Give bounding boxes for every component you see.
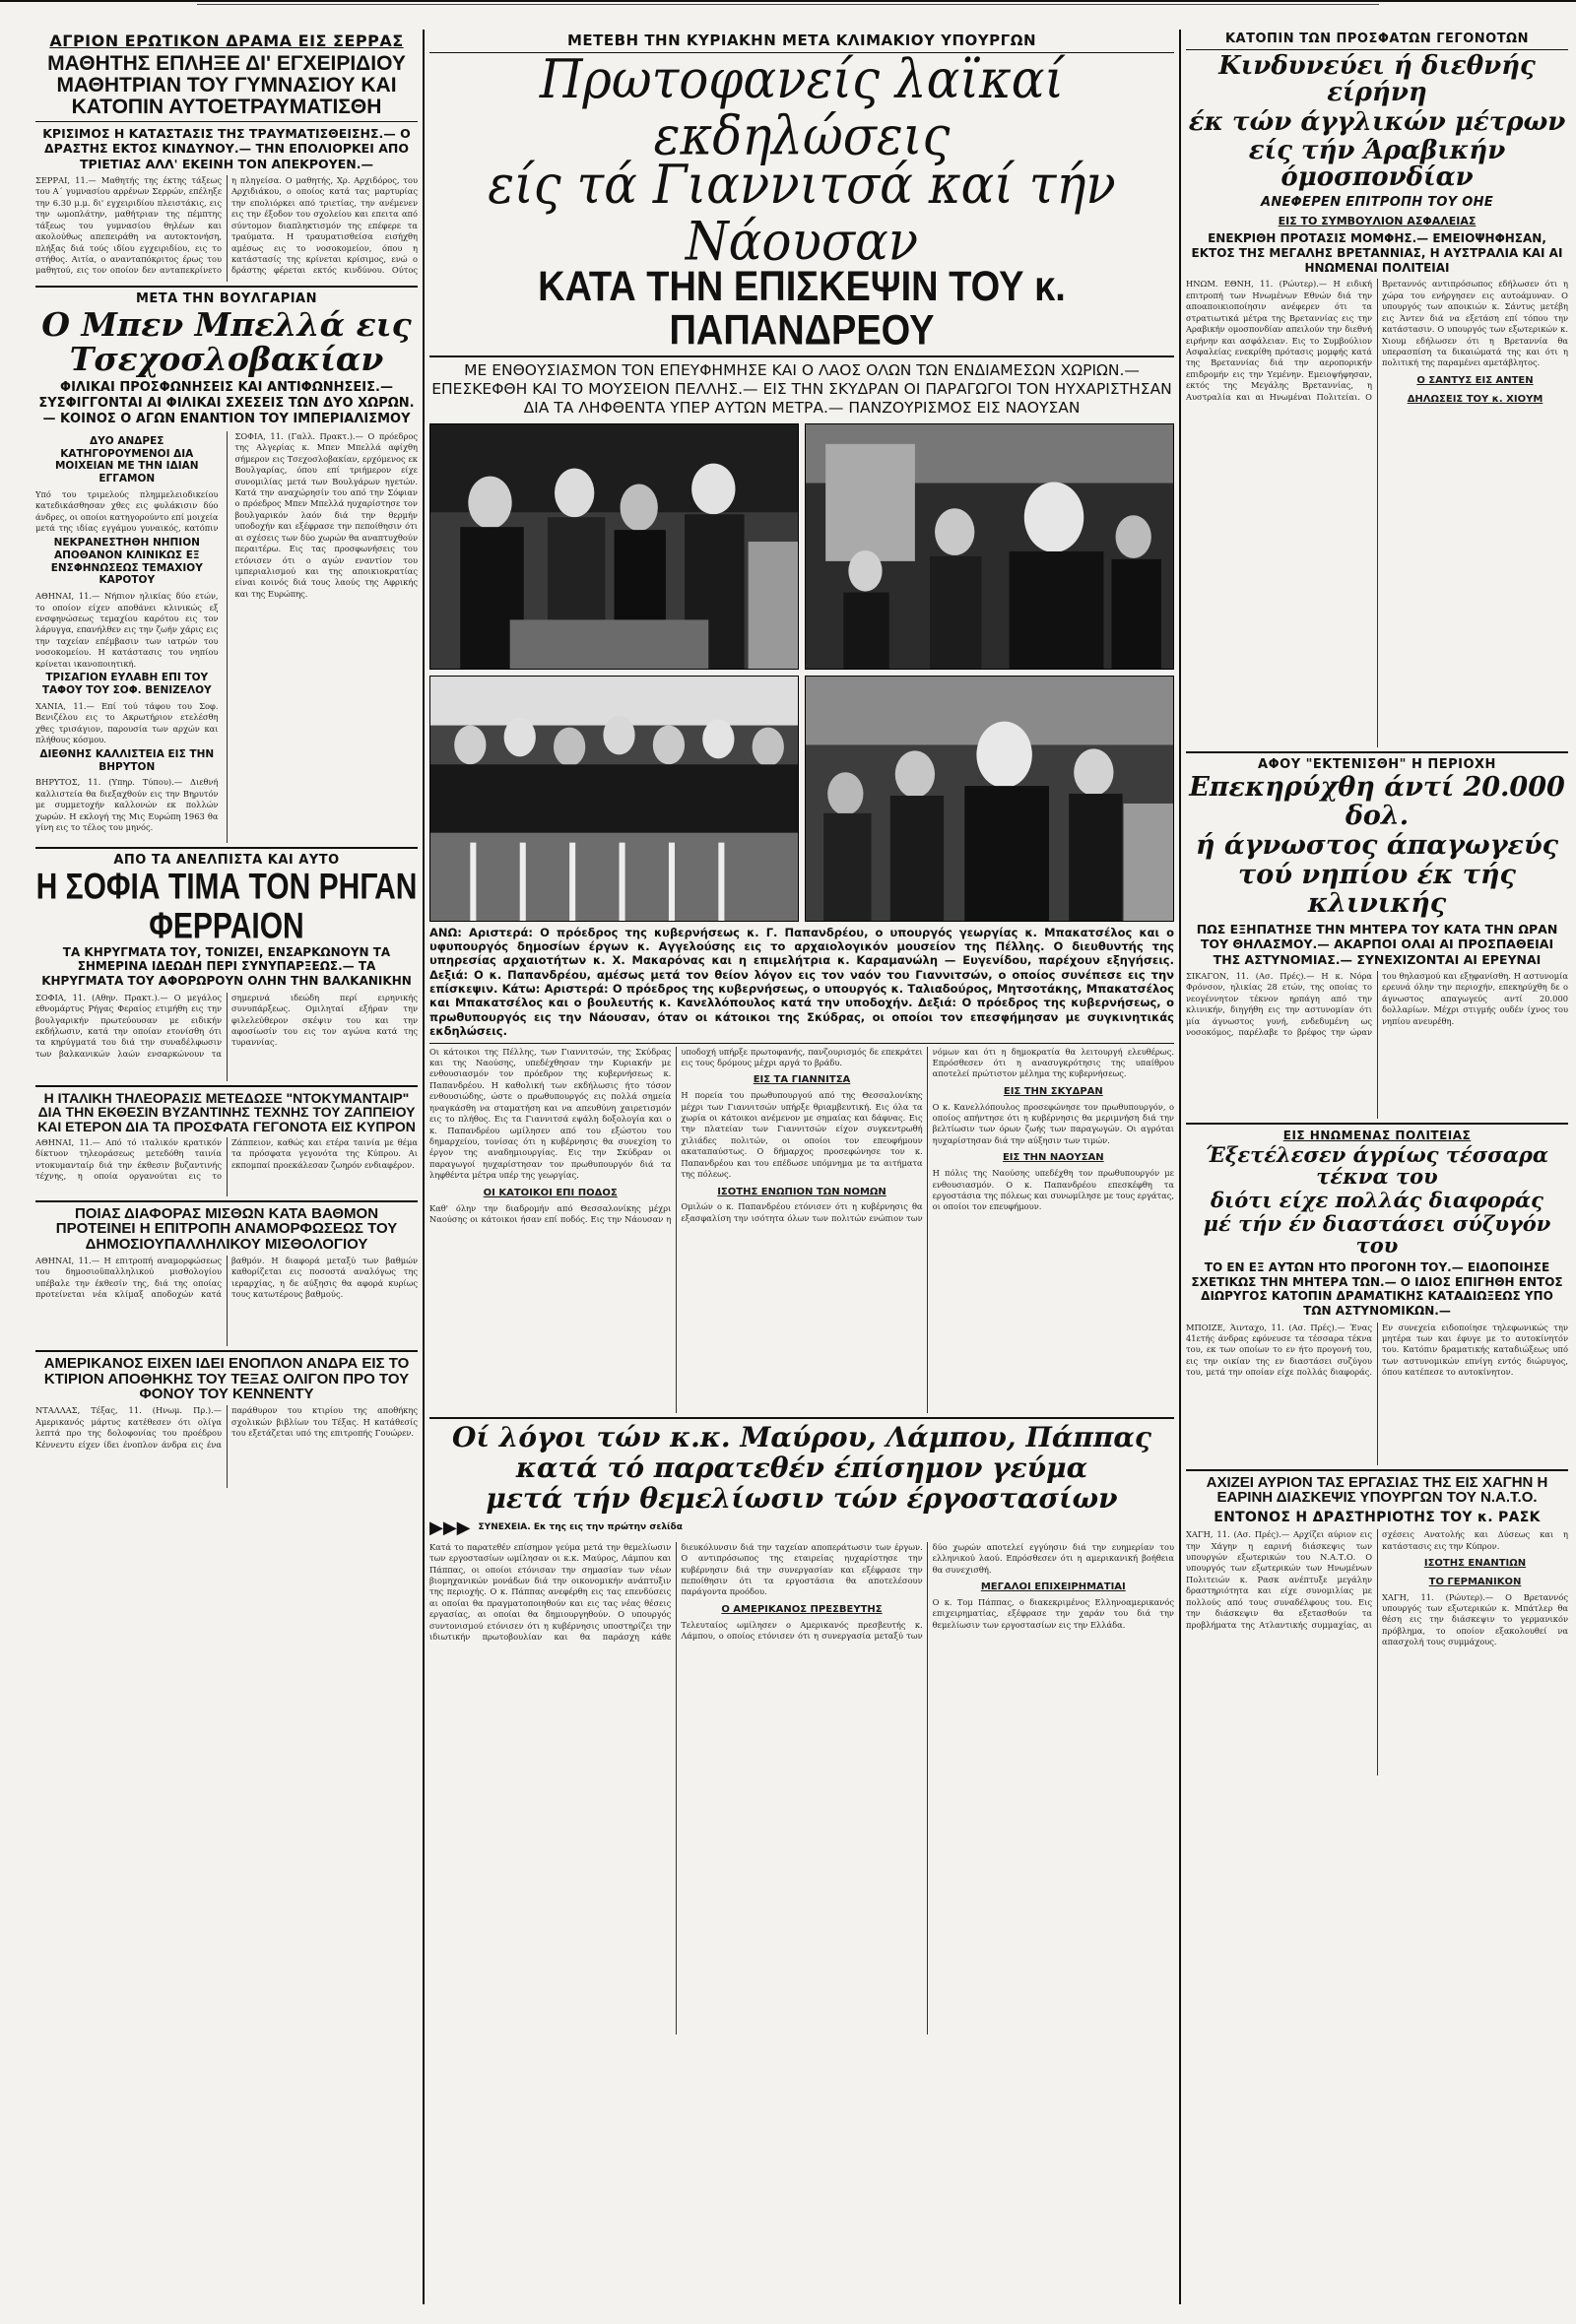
sub-article-body: ΧΑΝΙΑ, 11.— Επί τού τάφου του Σοφ. Βενιζέλου εις το Ακρωτήριον ετελέσθη χθες τρισάγιον, παρουσία των αρχών και πλήθους κόσμου. — [35, 700, 219, 744]
article-body: ΣΙΚΑΓΟΝ, 11. (Ασ. Πρές).— Η κ. Νόρα Φρόνσον, ηλικίας 28 ετών, της οποίας το νεογέννητον τέκνον ηρπάγη από την κλινικήν, διηγήθη εις την αστυνομίαν ότι μία άγνωστος γυνή, ενδεδυμένη ως νοσοκόμος, παρέλαβε το βρέφος την ώραν του θηλασμού και εξηφανίσθη. Η αστυνομία ερευνά όλην την περιοχήν, επεκηρύχθη δε ο άγνωστος απαγωγεύς αντί 20.000 δολλαρίων. Μέχρι στιγμής ουδέν ίχνος του νηπίου ανευρέθη. — [1186, 970, 1568, 1038]
article-body: ΜΠΟΙΖΕ, Άινταχο, 11. (Ασ. Πρές).— Ένας 41ετής άνδρας εφόνευσε τα τέσσαρα τέκνα του, εκ των οποίων το εν ήτο προγονή του, εις την οικίαν της εν διαστάσει συζύγου του, μετά την οποίαν είχε πολλάς διαφοράς. Εν συνεχεία ειδοποίησε τηλεφωνικώς την μητέρα των και έφυγε με το αυτοκίνητόν του. Κατόπιν δραματικής καταδιώξεως υπό των αστυνομικών επνίγη εντός διώρυγος, όπου κατέπεσε το αυτοκίνητον. — [1186, 1322, 1568, 1378]
article-headline: ΑΜΕΡΙΚΑΝΟΣ ΕΙΧΕΝ ΙΔΕΙ ΕΝΟΠΛΟΝ ΑΝΔΡΑ ΕΙΣ ΤΟ ΚΤΙΡΙΟΝ ΑΠΟΘΗΚΗΣ ΤΟΥ ΤΕΞΑΣ ΟΛΙΓΟΝ ΠΡΟ ΤΟΥ ΦΟΝΟΥ ΤΟΥ ΚΕΝΝΕΝΤΥ — [43, 1354, 410, 1403]
article-paragraph: Τελευταίος ωμίλησεν ο Αμερικανός πρεσβευτής κ. Λάμπου, ο οποίος ετόνισεν ότι η συνεργασία μεταξύ των δύο χωρών αποτελεί εγγύησιν διά την ευημερίαν του ελληνικού λαού. Επρόσθεσεν ότι η αμερικανική βοήθεια θα συνεχισθή. — [681, 1541, 1174, 1642]
lead-story-paragraph: Οι κάτοικοι της Πέλλης, των Γιαννιτσών, της Σκύδρας και της Ναούσης, υπεδέχθησαν την Κυριακήν με ενθουσιασμόν τον πρόεδρον της κυβερνήσεως κ. Παπανδρέου. Η καθολική των εκδήλωσις ήτο τόσον ενθουσιώδης, ώστε ο πρωθυπουργός εις πολλά σημεία ηναγκάσθη να σταματήση και να απευθύνη χαιρετισμόν εις το πλήθος. Εις τα Γιαννιτσά εψάλη δοξολογία και ο κ. Παπανδρέου ωμίλησεν από του εξώστου του δημαρχείου, τονίσας ότι η κυβέρνησις θα συνεχίση το έργον της αναδημιουργίας. Εις την Σκύδραν οι παραγωγοί ηυχαρίστησαν τον πρωθυπουργόν διά τα ληφθέντα μέτρα υπέρ της γεωργίας. — [429, 1046, 672, 1181]
article-headline-line3: μέ τήν έν διαστάσει σύζυγόν του — [1203, 1210, 1551, 1259]
sub-article-title: ΔΥΟ ΑΝΔΡΕΣ ΚΑΤΗΓΟΡΟΥΜΕΝΟΙ ΔΙΑ ΜΟΙΧΕΙΑΝ ΜΕ ΤΗΝ ΙΔΙΑΝ ΕΓΓΑΜΟΝ — [54, 434, 199, 485]
article-salaries — [35, 1206, 418, 1346]
lead-story-paragraph: Ο κ. Κανελλόπουλος προσεφώνησε τον πρωθυπουργόν, ο οποίος απήντησε ότι η κυβέρνησις θα μεριμνήση διά την βελτίωσιν των όρων ζωής των παραγωγών. Οι αγρόται ηυχαρίστησαν διά την αύξησιν των τιμών. — [932, 1101, 1174, 1145]
article-headline-line2: ή άγνωστος άπαγωγεύς — [1195, 830, 1559, 862]
sub-articles — [35, 431, 219, 843]
article-factories — [429, 1420, 1174, 2034]
left-column — [35, 30, 418, 2304]
divider — [35, 1350, 418, 1352]
photo-naousa — [805, 676, 1174, 922]
sub-article-title: ΔΙΕΘΝΗΣ ΚΑΛΛΙΣΤΕΙΑ ΕΙΣ ΤΗΝ ΒΗΡΥΤΟΝ — [39, 747, 215, 773]
article-kicker: ΑΓΡΙΟΝ ΕΡΩΤΙΚΟΝ ΔΡΑΜΑ ΕΙΣ ΣΕΡΡΑΣ — [49, 32, 404, 50]
article-ben-bella — [35, 291, 418, 843]
article-deck: ΤΟ ΕΝ ΕΞ ΑΥΤΩΝ ΗΤΟ ΠΡΟΓΟΝΗ ΤΟΥ.— ΕΙΔΟΠΟΙΗΣΕ ΣΧΕΤΙΚΩΣ ΤΗΝ ΜΗΤΕΡΑ ΤΩΝ.— Ο ΙΔΙΟΣ ΕΠΙΓΗΘΗ ΕΝΤΟΣ ΔΙΩΡΥΓΟΣ ΚΑΤΟΠΙΝ ΔΡΑΜΑΤΙΚΗΣ ΚΑΤΑΔΙΩΞΕΩΣ ΥΠΟ ΤΩΝ ΑΣΤΥΝΟΜΙΚΩΝ.— — [1191, 1260, 1563, 1318]
lead-story-paragraph: Ομιλών ο κ. Παπανδρέου ετόνισεν ότι η κυβέρνησις θα εξασφαλίση την ισότητα όλων των πολιτών ενώπιον των νόμων και ότι η δημοκρατία θα λειτουργή ελευθέρως. Επρόσθεσεν ότι η ανασυγκρότησις της υπαίθρου αποτελεί πρώτιστον μέλημα της κυβερνήσεως. — [681, 1046, 1174, 1223]
article-headline-line1: Έξετέλεσεν άγρίως τέσσαρα τέκνα του — [1206, 1141, 1548, 1189]
article-headline: Ο Μπεν Μπελλά εις Τσεχοσλοβακίαν — [41, 304, 412, 378]
lead-story-paragraph: Καθ' όλην την διαδρομήν από Θεσσαλονίκης μέχρι Ναούσης οι κάτοικοι ήσαν επί ποδός. Εις την Νάουσαν η υποδοχή υπήρξε πρωτοφανής, πανζουρισμός δε επεκράτει εις τους δρόμους μέχρι αργά το βράδυ. — [429, 1046, 923, 1224]
article-paragraph: ΧΑΓΗ, 11. (Ασ. Πρές).— Αρχίζει αύριον εις την Χάγην η εαρινή διάσκεψις των υπουργών εξωτερικών του Ν.Α.Τ.Ο. Ο υπουργός των εξωτερικών των Ηνωμένων Πολιτειών κ. Ρασκ ανέπτυξε μεγάλην δραστηριότητα και είχε συνομιλίας με πολλούς από τους συναδέλφους του. Εις την διάσκεψιν θα εξετασθούν τα προβλήματα της Ατλαντικής συμμαχίας, αι σχέσεις Ανατολής και Δύσεως και η κατάστασις εις την Κύπρον. — [1186, 1529, 1568, 1630]
divider — [1186, 1123, 1568, 1125]
lead-headline-line2: είς τά Γιαννιτσά καί τήν Νάουσαν — [488, 154, 1116, 272]
article-arab-federation — [1186, 32, 1568, 747]
article-body: ΣΟΦΙΑ, 11. (Αθην. Πρακτ.).— Ο μεγάλος εθνομάρτυς Ρήγας Φεραίος ετιμήθη εις την βουλγαρικήν πρωτεύουσαν με ειδικήν εκδήλωσιν, κατά την οποίαν ετονίσθη ότι τα κηρύγματά του διά την συναδέλφωσιν των βαλκανικών λαών ενσαρκώνουν τα σημερινά ιδεώδη περί ειρηνικής συνυπάρξεως. Ομιληταί εξήραν την φιλελεύθερον σκέψιν του και την αφοσίωσίν του εις τον αγώνα κατά της τυραννίας. — [35, 992, 418, 1059]
article-paragraph: ΗΝΩΜ. ΕΘΝΗ, 11. (Ρώυτερ).— Η ειδική επιτροπή των Ηνωμένων Εθνών διά την αποαποικιοποίησιν ανέφερεν ότι τα στρατιωτικά μέτρα της Βρεταννίας εις την Αραβικήν ομοσπονδίαν απειλούν την διεθνή ειρήνην και ασφάλειαν. Εις το Συμβούλιον Ασφαλείας ενεκρίθη πρότασις μομφής κατά της Βρεταννίας διά την αεροπορικήν επιδρομήν εις την Υεμένην. Εμειοψήφησαν, εκτός της Μεγάλης Βρεταννίας, η Αυστραλία και αι Ηνωμέναι Πολιτείαι. Ο Βρεταννός αντιπρόσωπος εδήλωσεν ότι η χώρα του ενήργησεν εις αυτοάμυναν. Ο υπουργός των αποικιών κ. Σάντυς μετέβη εις Άντεν διά να εξετάση επί τόπου την κατάστασιν. Ο υπουργός των εξωτερικών κ. Χιουμ εδήλωσεν ότι η Βρεταννία θα υπερασπίση τα δικαιώματά της και ότι η πολιτική της παραμένει αμετάβλητος. — [1186, 279, 1568, 402]
article-headline-line3: μετά τήν θεμελίωσιν τών έργοστασίων — [486, 1482, 1118, 1516]
article-deck2: ΕΝΕΚΡΙΘΗ ΠΡΟΤΑΣΙΣ ΜΟΜΦΗΣ.— ΕΜΕΙΟΨΗΦΗΣΑΝ, ΕΚΤΟΣ ΤΗΣ ΜΕΓΑΛΗΣ ΒΡΕΤΑΝΝΙΑΣ, Η ΑΥΣΤΡΑΛΙΑ ΚΑΙ ΑΙ ΗΝΩΜΕΝΑΙ ΠΟΛΙΤΕΙΑΙ — [1191, 231, 1563, 275]
sub-article-body: ΒΗΡΥΤΟΣ, 11. (Υπηρ. Τύπου).— Διεθνή καλλιστεία θα διεξαχθούν εις την Βηρυτόν με συμμετοχήν καλλονών εκ πολλών χωρών. Η εκλογή της Μις Ευρώπη 1963 θα γίνη εις το τέλος του μηνός. — [35, 777, 219, 833]
divider — [1186, 1469, 1568, 1471]
photo-naousa-image — [806, 677, 1173, 921]
lead-story-body — [429, 1047, 1174, 1413]
article-subhead: ΙΣΟΤΗΣ ΕΝΑΝΤΙΩΝ — [1423, 1557, 1527, 1569]
column-rule-left — [423, 30, 425, 2304]
article-body: ΑΘΗΝΑΙ, 11.— Από τό ιταλικόν κρατικόν δίκτυον τηλεοράσεως μετεδόθη ταινία ντοκυμανταίρ διά την έκθεσιν βυζαντινής τέχνης, η οποία οργανούται εις το Ζάππειον, καθώς και ετέρα ταινία με θέμα τα πρόσφατα γεγονότα της Κύπρου. Αι εκπομπαί προεκάλεσαν ζωηρόν ενδιαφέρον. — [35, 1136, 418, 1181]
photo-reception — [429, 676, 799, 922]
article-kicker: ΜΕΤΑ ΤΗΝ ΒΟΥΛΓΑΡΙΑΝ — [135, 290, 317, 306]
sub-article-body: ΑΘΗΝΑΙ, 11.— Νήπιον ηλικίας δύο ετών, το οποίον είχεν αποθάνει κλινικώς εξ ενσφηνώσεως τεμαχίου καρότου εις τον λάρυγγα, επανήλθεν εις την ζωήν χάρις εις την ταχείαν επέμβασιν των ιατρών του νοσοκομείου. Η κατάστασις του νηπίου κρίνεται ικανοποιητική. — [35, 591, 219, 669]
article-nato — [1186, 1475, 1568, 1776]
lead-headline-line1: Πρωτοφανείς λαϊκαί εκδηλώσεις — [539, 48, 1065, 166]
lead-story-subhead: ΟΙ ΚΑΤΟΙΚΟΙ ΕΠΙ ΠΟΔΟΣ — [483, 1187, 618, 1198]
article-paragraph: Ο κ. Τομ Πάππας, ο διακεκριμένος Ελληνοαμερικανός επιχειρηματίας, εξέφρασε την χαράν του διά την θεμελίωσιν των εργοστασίων εις την Ελλάδα. — [932, 1596, 1174, 1630]
continuation-arrows: ▶▶▶ — [429, 1517, 471, 1538]
photo-caption: ΑΝΩ: Αριστερά: Ο πρόεδρος της κυβερνήσεως κ. Γ. Παπανδρέου, ο υπουργός γεωργίας κ. Μπακατσέλος και ο υφυπουργός δημοσίων έργων κ. Αγγελούσης εις το αρχαιολογικόν μουσείον της Πέλλης. Ο διευθυντής της υπηρεσίας αρχαιοτήτων κ. Χ. Μακαρόνας και η επιμελήτρια κ. Καραμανώλη — Ευγενίδου, παρέχουν εξηγήσεις. Δεξιά: Ο κ. Παπανδρέου, αμέσως μετά τον θείον λόγον εις τον ναόν του Γιαννιτσών, ο οποίος συνέπεσε εις την επίσκεψιν. Κάτω: Αριστερά: Ο πρόεδρος της κυβερνήσεως, ο υπουργός κ. Ταλιαδούρος, Μητσοτάκης, Μπακατσέλος και Μπακατσέλος και ο βουλευτής κ. Κανελλόπουλος κατά την υποδοχήν. Δεξιά: Ο πρόεδρος της κυβερνήσεως, ο πρωθυπουργός εις την Νάουσαν, όταν οι κάτοικοι της Σκύδρας, οι οποίοι τον επεσφήμησαν με συγκινητικάς εκδηλώσεις. — [429, 925, 1174, 1039]
continuation-line — [429, 1517, 1174, 1538]
article-body — [1186, 279, 1568, 747]
right-column — [1186, 30, 1568, 2304]
article-murder — [1186, 1129, 1568, 1465]
article-subhead: ΔΗΛΩΣΕΙΣ ΤΟΥ κ. ΧΙΟΥΜ — [1407, 393, 1543, 405]
article-deck: ΦΙΛΙΚΑΙ ΠΡΟΣΦΩΝΗΣΕΙΣ ΚΑΙ ΑΝΤΙΦΩΝΗΣΕΙΣ.— ΣΥΣΦΙΓΓΟΝΤΑΙ ΑΙ ΦΙΛΙΚΑΙ ΣΧΕΣΕΙΣ ΤΩΝ ΔΥΟ ΧΩΡΩΝ.— ΚΟΙΝΟΣ Ο ΑΓΩΝ ΕΝΑΝΤΙΟΝ ΤΟΥ ΙΜΠΕΡΙΑΛΙΣΜΟΥ — [38, 380, 415, 426]
article-subhead: ΤΟ ΓΕΡΜΑΝΙΚΟΝ — [1428, 1576, 1522, 1587]
article-headline-line2: έκ τών άγγλικών μέτρων — [1188, 106, 1566, 137]
article-headline: Η ΣΟΦΙΑ ΤΙΜΑ ΤΟΝ ΡΗΓΑΝ ΦΕΡΡΑΙΟΝ — [35, 866, 418, 946]
article-kicker: ΑΦΟΥ "ΕΚΤΕΝΙΣΘΗ" Η ΠΕΡΙΟΧΗ — [1258, 757, 1496, 773]
article-headline-line2: κατά τό παρατεθέν έπίσημον γεύμα — [515, 1451, 1088, 1484]
photo-church-image — [806, 424, 1173, 669]
article-deck: ΠΩΣ ΕΞΗΠΑΤΗΣΕ ΤΗΝ ΜΗΤΕΡΑ ΤΟΥ ΚΑΤΑ ΤΗΝ ΩΡΑΝ ΤΟΥ ΘΗΛΑΣΜΟΥ.— ΑΚΑΡΠΟΙ ΟΛΑΙ ΑΙ ΠΡΟΣΠΑΘΕΙΑΙ ΤΗΣ ΑΣΤΥΝΟΜΙΑΣ.— ΣΥΝΕΧΙΖΟΝΤΑΙ ΑΙ ΕΡΕΥΝΑΙ — [1196, 922, 1558, 967]
photo-church — [805, 423, 1174, 670]
article-kicker: ΕΙΣ ΗΝΩΜΕΝΑΣ ΠΟΛΙΤΕΙΑΣ — [1282, 1128, 1472, 1142]
article-serres — [35, 32, 418, 282]
continuation-note: ΣΥΝΕΧΕΙΑ. Εκ της εις την πρώτην σελίδα — [478, 1522, 683, 1533]
article-body — [1186, 1529, 1568, 1775]
divider — [35, 286, 418, 288]
article-paragraph: ΧΑΓΗ, 11. (Ρώυτερ).— Ο Βρεταννός υπουργός των εξωτερικών κ. Μπάτλερ θα θέση εις την διάσκεψιν το γερμανικόν πρόβλημα, το οποίον εξακολουθεί να απασχολή τους συμμάχους. — [1382, 1591, 1568, 1647]
article-kicker: ΑΠΟ ΤΑ ΑΝΕΛΠΙΣΤΑ ΚΑΙ ΑΥΤΟ — [113, 852, 340, 868]
divider — [35, 847, 418, 849]
article-deck: ΕΝΤΟΝΟΣ Η ΔΡΑΣΤΗΡΙΟΤΗΣ ΤΟΥ κ. ΡΑΣΚ — [1214, 1510, 1541, 1526]
lead-kicker: ΜΕΤΕΒΗ ΤΗΝ ΚΥΡΙΑΚΗΝ ΜΕΤΑ ΚΛΙΜΑΚΙΟΥ ΥΠΟΥΡΓΩΝ — [566, 32, 1037, 49]
article-deck: ΚΡΙΣΙΜΟΣ Η ΚΑΤΑΣΤΑΣΙΣ ΤΗΣ ΤΡΑΥΜΑΤΙΣΘΕΙΣΗΣ.— Ο ΔΡΑΣΤΗΣ ΕΚΤΟΣ ΚΙΝΔΥΝΟΥ.— ΤΗΝ ΕΠΟΛΙΟΡΚΕΙ ΑΠΟ ΤΡΙΕΤΙΑΣ ΑΛΛ' ΕΚΕΙΝΗ ΤΟΝ ΑΠΕΚΡΟΥΕΝ.— — [42, 126, 411, 171]
article-headline-line1: Επεκηρύχθη άντί 20.000 δολ. — [1189, 772, 1565, 831]
photo-reception-image — [430, 677, 798, 921]
article-headline-line3: τού νηπίου έκ τής κλινικής — [1238, 860, 1516, 919]
article-body — [429, 1542, 1174, 2034]
article-subhead: ΜΕΓΑΛΟΙ ΕΠΙΧΕΙΡΗΜΑΤΙΑΙ — [980, 1581, 1126, 1592]
sub-article-title: ΝΕΚΡΑΝΕΣΤΗΘΗ ΝΗΠΙΟΝ ΑΠΟΘΑΝΟΝ ΚΛΙΝΙΚΩΣ ΕΞ ΕΝΣΦΗΝΩΣΕΩΣ ΤΕΜΑΧΙΟΥ ΚΑΡΟΤΟΥ — [50, 536, 203, 587]
article-body: ΑΘΗΝΑΙ, 11.— Η επιτροπή αναμορφώσεως του δημοσιοϋπαλληλικού μισθολογίου υπέβαλε την έκθεσίν της, διά της οποίας προτείνεται νέα κλίμαξ αποδοχών κατά βαθμόν. Η διαφορά μεταξύ των βαθμών καθορίζεται εις ποσοστά αναλόγως της ιεραρχίας, η δε αύξησις θα αφορά κυρίως τους κατωτέρους βαθμούς. — [35, 1255, 418, 1300]
article-section: ΕΙΣ ΤΟ ΣΥΜΒΟΥΛΙΟΝ ΑΣΦΑΛΕΙΑΣ — [1278, 215, 1477, 228]
article-rigas — [35, 853, 418, 1081]
article-deck: ΑΝΕΦΕΡΕΝ ΕΠΙΤΡΟΠΗ ΤΟΥ ΟΗΕ — [1260, 195, 1494, 211]
article-kicker: ΚΑΤΟΠΙΝ ΤΩΝ ΠΡΟΣΦΑΤΩΝ ΓΕΓΟΝΟΤΩΝ — [1224, 32, 1529, 46]
article-headline: ΠΟΙΑΣ ΔΙΑΦΟΡΑΣ ΜΙΣΘΩΝ ΚΑΤΑ ΒΑΘΜΟΝ ΠΡΟΤΕΙΝΕΙ Η ΕΠΙΤΡΟΠΗ ΑΝΑΜΟΡΦΩΣΕΩΣ ΤΟΥ ΔΗΜΟΣΙΟΥΠΑΛΛΗΛΙΚΟΥ ΜΙΣΘΟΛΟΓΙΟΥ — [55, 1204, 398, 1254]
article-paragraph: Κατά το παρατεθέν επίσημον γεύμα μετά την θεμελίωσιν των εργοστασίων ωμίλησαν οι κ.κ. Μαύρος, Λάμπου και Πάππας, οι οποίοι ετόνισαν την σημασίαν των νέων βιομηχανικών μονάδων διά την οικονομικήν ανάπτυξιν της περιοχής. Ο κ. Πάππας ανεφέρθη εις τας επενδύσεις αι οποίαι θα πραγματοποιηθούν και εις τας νέας θέσεις εργασίας, αι οποίαι θα δημιουργηθούν. Ο υπουργός συντονισμού ετόνισεν ότι η κυβέρνησις υποστηρίζει την ιδιωτικήν πρωτοβουλίαν και θα παράσχη κάθε διευκόλυνσιν διά την ταχείαν αποπεράτωσιν των έργων. Ο αντιπρόσωπος της εταιρείας ηυχαρίστησε την κυβέρνησιν διά την συνεργασίαν και εξέφρασε την πεποίθησιν ότι τα εργοστάσια θα αποτελέσουν παράγοντα προόδου. — [429, 1541, 923, 1643]
column-rule-right — [1179, 30, 1181, 2304]
article-headline-line3: είς τήν Άραβικήν όμοσπονδίαν — [1248, 135, 1506, 193]
lead-story-subhead: ΕΙΣ ΤΑ ΓΙΑΝΝΙΤΣΑ — [753, 1074, 851, 1086]
article-headline: ΑΧΙΖΕΙ ΑΥΡΙΟΝ ΤΑΣ ΕΡΓΑΣΙΑΣ ΤΗΣ ΕΙΣ ΧΑΓΗΝ Η ΕΑΡΙΝΗ ΔΙΑΣΚΕΨΙΣ ΥΠΟΥΡΓΩΝ ΤΟΥ Ν.Α.Τ.Ο. — [1206, 1473, 1548, 1507]
article-body: ΝΤΑΛΛΑΣ, Τέξας, 11. (Ηνωμ. Πρ.).— Αμερικανός μάρτυς κατέθεσεν ότι ολίγα λεπτά προ της δολοφονίας του προέδρου Κέννεντυ είχεν ίδει ένοπλον άνδρα εις ένα παράθυρον του κτιρίου της αποθήκης σχολικών βιβλίων του Τέξας. Η κατάθεσίς του εξετάζεται υπό της επιτροπής Γουώρεν. — [35, 1405, 418, 1450]
divider — [35, 1085, 418, 1087]
article-headline-line2: διότι είχε πολλάς διαφοράς — [1211, 1187, 1543, 1212]
photo-grid — [429, 423, 1174, 922]
photo-museum-image — [430, 424, 798, 669]
middle-column — [429, 30, 1174, 2304]
article-subhead: Ο ΣΑΝΤΥΣ ΕΙΣ ΑΝΤΕΝ — [1416, 374, 1534, 386]
lead-story-paragraph: Η πόλις της Ναούσης υπεδέχθη τον πρωθυπουργόν με ενθουσιασμόν. Ο κ. Παπανδρέου επεσκέφθη τα εργοστάσια της πόλεως και συνωμίλησε με τους εργάτας, οι οποίοι τον επευφήμουν. — [932, 1168, 1174, 1212]
article-headline-line1: Οί λόγοι τών κ.κ. Μαύρου, Λάμπου, Πάππας — [452, 1420, 1151, 1453]
lead-story-subhead: ΙΣΟΤΗΣ ΕΝΩΠΙΟΝ ΤΩΝ ΝΟΜΩΝ — [717, 1186, 886, 1197]
divider — [429, 1043, 1174, 1044]
sub-article-body: Υπό του τριμελούς πλημμελειοδικείου κατεδικάσθησαν χθες εις φυλάκισιν δύο άνδρες, οι οποίοι κατηγορούντο επί μοιχεία μετά της ιδίας εγγάμου γυναικός, κατόπιν — [35, 488, 219, 533]
divider — [429, 355, 1174, 357]
divider — [1186, 49, 1568, 50]
divider — [429, 1417, 1174, 1419]
article-italian-tv — [35, 1091, 418, 1196]
article-subhead: Ο ΑΜΕΡΙΚΑΝΟΣ ΠΡΕΣΒΕΥΤΗΣ — [721, 1603, 883, 1615]
article-body: ΣΟΦΙΑ, 11. (Γαλλ. Πρακτ.).— Ο πρόεδρος της Αλγερίας κ. Μπεν Μπελλά αφίχθη σήμερον εις Τσεχοσλοβακίαν, ερχόμενος εκ Βουλγαρίας, όπου επί τριήμερον είχε συνομιλίας μετά των Βουλγάρων ηγετών. Κατά την αναχώρησίν του από την Σόφιαν ο πρόεδρος Μπεν Μπελλά ηυχαρίστησε τον βουλγαρικόν λαόν διά την θερμήν υποδοχήν και εξέφρασε την πεποίθησιν ότι αι σχέσεις των δύο χωρών θα αναπτυχθούν περαιτέρω. Εις τας προσφωνήσεις του ετόνισεν ότι ο αγών εναντίον του ιμπεριαλισμού και της αποικιοκρατίας είναι κοινός διά τους λαούς της Αφρικής και της Ευρώπης. — [234, 430, 418, 599]
article-columns — [35, 431, 418, 843]
article-kidnapper — [1186, 757, 1568, 1118]
article-body: ΣΕΡΡΑΙ, 11.— Μαθητής της έκτης τάξεως του Α΄ γυμνασίου αρρένων Σερρών, επέληξε την 6.30 μ.μ. δι' εγχειριδίου πλειστάκις, εις την ωμοπλάτην, μαθήτριαν της πέμπτης τάξεως του γυμνασίου θηλέων και ακολούθως απεπειράθη να αυτοκτονήση, πλήξας διά τούς ιδίου εγχειριδίου, εις το στήθος. Αιτία, ο ανανταπόκριτος έρως του μαθητού, εις τον οποίον δεν ανταπεκρίνετο η πληγείσα. Ο μαθητής, Χρ. Αρχιδόρος, του Αρχιδιάκου, ο οποίος κατά τας μαρτυρίας την επολιόρκει από τριετίας, την ανέμενεν εις την έξοδον του σχολείου και επειτα από σύντομον διαπληκτισμόν της επέφερε τα τραύματα. Η τραυματισθείσα εισήχθη αμέσως εις το νοσοκομείον, όπου η κατάστασίς της κρίνεται κρίσιμος, ενώ ο δράστης φέρεται εκτός κινδύνου. Ούτος — [35, 174, 418, 276]
top-edge-rule — [0, 0, 1576, 10]
article-headline-line1: Κινδυνεύει ή διεθνής είρήνη — [1218, 51, 1536, 108]
lead-deck: ΜΕ ΕΝΘΟΥΣΙΑΣΜΟΝ ΤΟΝ ΕΠΕΥΦΗΜΗΣΕ ΚΑΙ Ο ΛΑΟΣ ΟΛΩΝ ΤΩΝ ΕΝΔΙΑΜΕΣΩΝ ΧΩΡΙΩΝ.— ΕΠΕΣΚΕΦΘΗ ΚΑΙ ΤΟ ΜΟΥΣΕΙΟΝ ΠΕΛΛΗΣ.— ΕΙΣ ΤΗΝ ΣΚΥΔΡΑΝ ΟΙ ΠΑΡΑΓΩΓΟΙ ΤΟΝ ΗΥΧΑΡΙΣΤΗΣΑΝ ΔΙΑ ΤΑ ΛΗΦΘΕΝΤΑ ΥΠΕΡ ΑΥΤΩΝ ΜΕΤΡΑ.— ΠΑΝΖΟΥΡΙΣΜΟΣ ΕΙΣ ΝΑΟΥΣΑΝ — [431, 360, 1172, 417]
article-kennedy — [35, 1356, 418, 1488]
divider — [35, 1200, 418, 1202]
divider — [1186, 751, 1568, 753]
article-deck: ΤΑ ΚΗΡΥΓΜΑΤΑ ΤΟΥ, ΤΟΝΙΖΕΙ, ΕΝΣΑΡΚΩΝΟΥΝ ΤΑ ΣΗΜΕΡΙΝΑ ΙΔΕΩΔΗ ΠΕΡΙ ΣΥΝΥΠΑΡΞΕΩΣ.— ΤΑ ΚΗΡΥΓΜΑΤΑ ΤΟΥ ΑΦΟΡΩΡΟΥΝ ΟΛΗΝ ΤΗΝ ΒΑΛΚΑΝΙΚΗΝ — [41, 944, 412, 988]
photo-museum — [429, 423, 799, 670]
divider — [35, 121, 418, 122]
sub-article-title: ΤΡΙΣΑΓΙΟΝ ΕΥΛΑΒΗ ΕΠΙ ΤΟΥ ΤΑΦΟΥ ΤΟΥ ΣΟΦ. ΒΕΝΙΖΕΛΟΥ — [41, 672, 212, 696]
lead-headline-line3: ΚΑΤΑ ΤΗΝ ΕΠΙΣΚΕΨΙΝ ΤΟΥ κ. ΠΑΠΑΝΔΡΕΟΥ — [538, 263, 1066, 355]
lead-story-paragraph: Η πορεία του πρωθυπουργού από της Θεσσαλονίκης μέχρι των Γιαννιτσών υπήρξε θριαμβευτική. Εις όλα τα χωρία οι κάτοικοι ανέμενον με σημαίας και δάφνας. Εις την πλατείαν των Γιαννιτσών είχον συγκεντρωθή χιλιάδες πολιτών, οι οποίοι τον επευφήμουν ακαταπαύστως. Ο δήμαρχος προσεφώνησε τον κ. Παπανδρέου και του επέδωσε υπόμνημα με τα αιτήματα της πόλεως. — [681, 1090, 923, 1180]
lead-story-subhead: ΕΙΣ ΤΗΝ ΝΑΟΥΣΑΝ — [1002, 1152, 1104, 1164]
article-headline: Η ΙΤΑΛΙΚΗ ΤΗΛΕΟΡΑΣΙΣ ΜΕΤΕΔΩΣΕ "ΝΤΟΚΥΜΑΝΤΑΙΡ" ΔΙΑ ΤΗΝ ΕΚΘΕΣΙΝ ΒΥΖΑΝΤΙΝΗΣ ΤΕΧΝΗΣ ΤΟΥ ΖΑΠΠΕΙΟΥ ΚΑΙ ΕΤΕΡΟΝ ΔΙΑ ΤΑ ΠΡΟΣΦΑΤΑ ΓΕΓΟΝΟΤΑ ΕΙΣ ΚΥΠΡΟΝ — [37, 1089, 416, 1134]
divider — [227, 431, 228, 843]
lead-story-subhead: ΕΙΣ ΤΗΝ ΣΚΥΔΡΑΝ — [1003, 1085, 1103, 1097]
article-headline: ΜΑΘΗΤΗΣ ΕΠΛΗΞΕ ΔΙ' ΕΓΧΕΙΡΙΔΙΟΥ ΜΑΘΗΤΡΙΑΝ ΤΟΥ ΓΥΜΝΑΣΙΟΥ ΚΑΙ ΚΑΤΟΠΙΝ ΑΥΤΟΕΤΡΑΥΜΑΤΙΣΘΗ — [47, 52, 406, 119]
